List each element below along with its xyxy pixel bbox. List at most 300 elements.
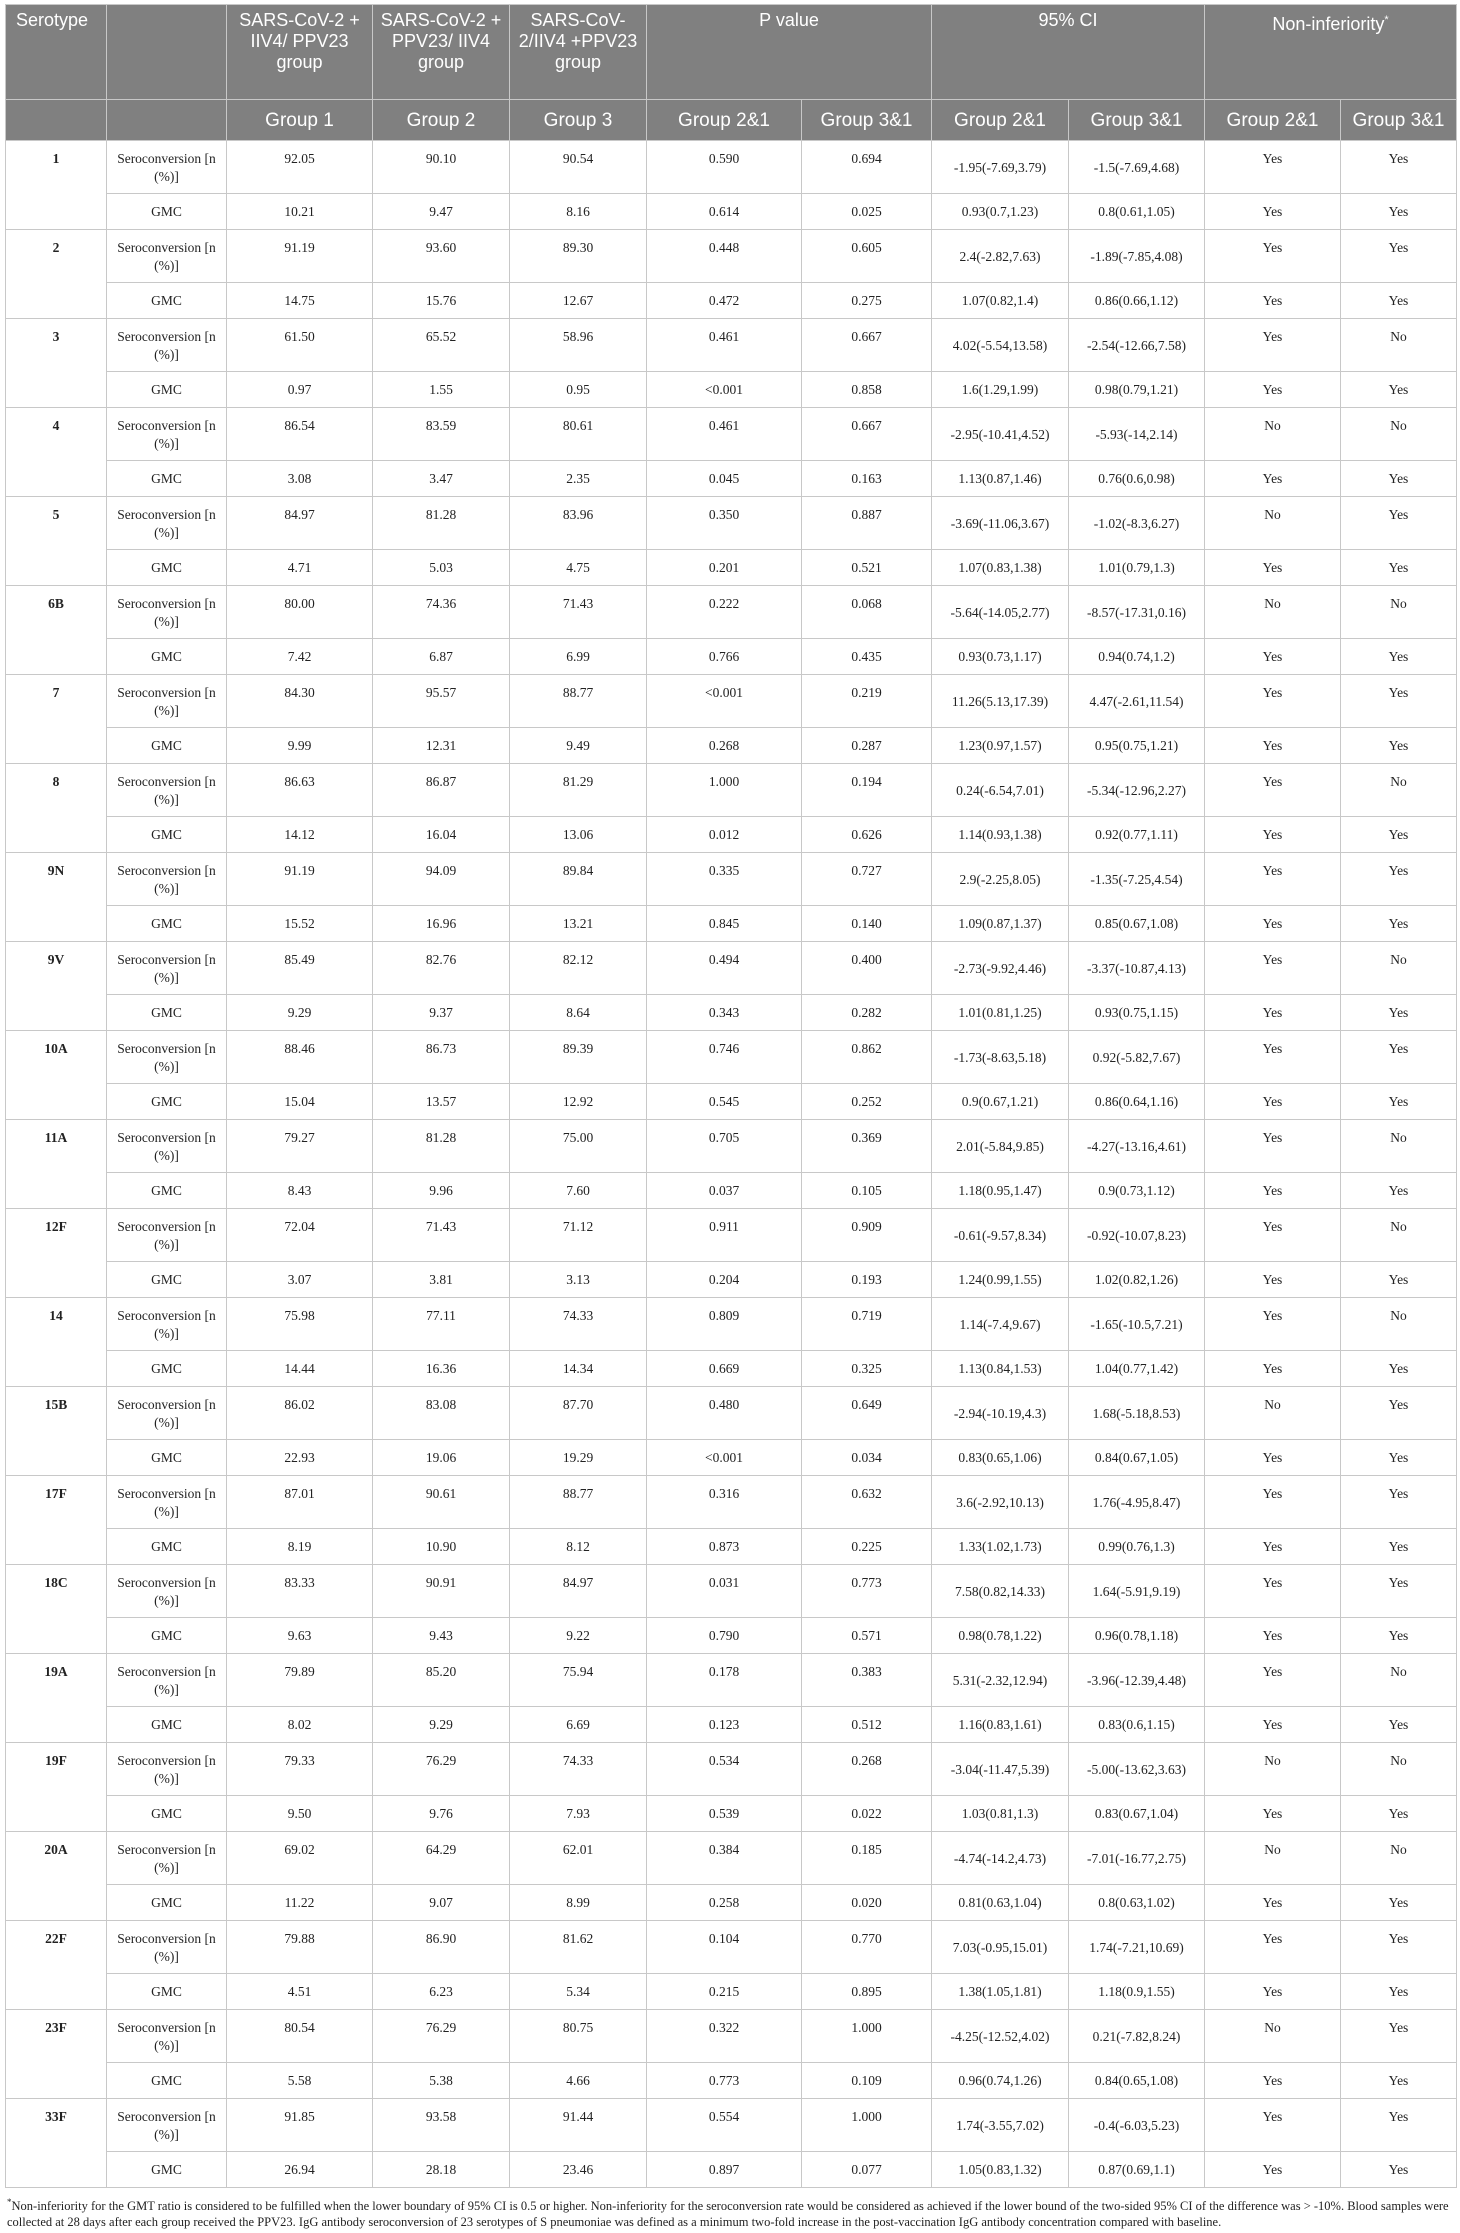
gmc-ci-group21: 1.24(0.99,1.55)	[932, 1262, 1069, 1298]
header-pvalue-group21: Group 2&1	[647, 100, 802, 141]
header-measure	[107, 5, 227, 100]
measure-gmc: GMC	[107, 1262, 227, 1298]
gmc-ci-group21: 0.93(0.73,1.17)	[932, 639, 1069, 675]
measure-gmc: GMC	[107, 1529, 227, 1565]
seroconversion-ci-group21: 11.26(5.13,17.39)	[932, 675, 1069, 728]
header-ci: 95% CI	[932, 5, 1205, 100]
gmc-group1: 8.02	[227, 1707, 373, 1743]
seroconversion-group1: 84.30	[227, 675, 373, 728]
seroconversion-noninf-group31: No	[1341, 764, 1457, 817]
seroconversion-noninf-group21: Yes	[1205, 1298, 1341, 1351]
gmc-pvalue-group31: 0.325	[802, 1351, 932, 1387]
header-group2-title: SARS-CoV-2 + PPV23/ IIV4 group	[373, 5, 510, 100]
measure-gmc: GMC	[107, 1351, 227, 1387]
seroconversion-ci-group31: -1.02(-8.3,6.27)	[1069, 497, 1205, 550]
gmc-group3: 9.22	[510, 1618, 647, 1654]
seroconversion-ci-group31: 1.74(-7.21,10.69)	[1069, 1921, 1205, 1974]
gmc-ci-group31: 0.96(0.78,1.18)	[1069, 1618, 1205, 1654]
table-row	[6, 1832, 1457, 1885]
table-row	[6, 1654, 1457, 1707]
serotype-cell: 4	[6, 408, 107, 497]
gmc-group2: 12.31	[373, 728, 510, 764]
measure-seroconversion: Seroconversion [n (%)]	[107, 319, 227, 372]
gmc-noninf-group21: Yes	[1205, 372, 1341, 408]
gmc-pvalue-group21: 0.258	[647, 1885, 802, 1921]
measure-seroconversion: Seroconversion [n (%)]	[107, 675, 227, 728]
serotype-cell: 3	[6, 319, 107, 408]
gmc-ci-group31: 0.8(0.61,1.05)	[1069, 194, 1205, 230]
gmc-group3: 4.66	[510, 2063, 647, 2099]
gmc-noninf-group21: Yes	[1205, 995, 1341, 1031]
gmc-pvalue-group21: 0.845	[647, 906, 802, 942]
seroconversion-pvalue-group31: 0.694	[802, 141, 932, 194]
measure-gmc: GMC	[107, 194, 227, 230]
serotype-cell: 5	[6, 497, 107, 586]
measure-seroconversion: Seroconversion [n (%)]	[107, 1298, 227, 1351]
serotype-cell: 22F	[6, 1921, 107, 2010]
seroconversion-noninf-group31: Yes	[1341, 141, 1457, 194]
gmc-ci-group21: 0.9(0.67,1.21)	[932, 1084, 1069, 1120]
table-row	[6, 230, 1457, 283]
gmc-pvalue-group31: 0.626	[802, 817, 932, 853]
table-row	[6, 1707, 1457, 1743]
gmc-noninf-group31: Yes	[1341, 906, 1457, 942]
gmc-group3: 8.12	[510, 1529, 647, 1565]
footnote-mark: *	[7, 2197, 12, 2207]
gmc-pvalue-group31: 0.858	[802, 372, 932, 408]
gmc-ci-group31: 0.86(0.66,1.12)	[1069, 283, 1205, 319]
gmc-pvalue-group31: 0.163	[802, 461, 932, 497]
gmc-ci-group31: 0.86(0.64,1.16)	[1069, 1084, 1205, 1120]
gmc-pvalue-group31: 0.521	[802, 550, 932, 586]
measure-seroconversion: Seroconversion [n (%)]	[107, 1387, 227, 1440]
seroconversion-group1: 88.46	[227, 1031, 373, 1084]
seroconversion-group2: 83.08	[373, 1387, 510, 1440]
table-row	[6, 1120, 1457, 1173]
gmc-group3: 19.29	[510, 1440, 647, 1476]
seroconversion-ci-group31: 0.21(-7.82,8.24)	[1069, 2010, 1205, 2063]
gmc-ci-group21: 1.16(0.83,1.61)	[932, 1707, 1069, 1743]
seroconversion-pvalue-group21: 0.911	[647, 1209, 802, 1262]
gmc-noninf-group31: Yes	[1341, 1707, 1457, 1743]
gmc-noninf-group31: Yes	[1341, 283, 1457, 319]
table-row	[6, 906, 1457, 942]
measure-gmc: GMC	[107, 995, 227, 1031]
gmc-group2: 9.96	[373, 1173, 510, 1209]
seroconversion-group3: 74.33	[510, 1743, 647, 1796]
seroconversion-group2: 90.10	[373, 141, 510, 194]
gmc-group2: 9.76	[373, 1796, 510, 1832]
gmc-ci-group31: 1.01(0.79,1.3)	[1069, 550, 1205, 586]
gmc-group2: 3.81	[373, 1262, 510, 1298]
table-row	[6, 728, 1457, 764]
seroconversion-ci-group21: 2.4(-2.82,7.63)	[932, 230, 1069, 283]
serotype-cell: 19F	[6, 1743, 107, 1832]
table-row	[6, 1031, 1457, 1084]
gmc-noninf-group31: Yes	[1341, 1262, 1457, 1298]
gmc-pvalue-group21: 0.472	[647, 283, 802, 319]
measure-seroconversion: Seroconversion [n (%)]	[107, 1476, 227, 1529]
seroconversion-ci-group31: -1.89(-7.85,4.08)	[1069, 230, 1205, 283]
gmc-group1: 3.07	[227, 1262, 373, 1298]
gmc-pvalue-group31: 0.435	[802, 639, 932, 675]
seroconversion-pvalue-group21: 0.534	[647, 1743, 802, 1796]
seroconversion-group2: 81.28	[373, 1120, 510, 1173]
seroconversion-ci-group31: -5.93(-14,2.14)	[1069, 408, 1205, 461]
seroconversion-group3: 62.01	[510, 1832, 647, 1885]
table-row	[6, 1476, 1457, 1529]
seroconversion-noninf-group21: Yes	[1205, 1209, 1341, 1262]
seroconversion-pvalue-group31: 0.605	[802, 230, 932, 283]
gmc-group3: 4.75	[510, 550, 647, 586]
seroconversion-ci-group21: -3.04(-11.47,5.39)	[932, 1743, 1069, 1796]
gmc-group1: 15.52	[227, 906, 373, 942]
seroconversion-pvalue-group31: 0.649	[802, 1387, 932, 1440]
gmc-ci-group31: 0.8(0.63,1.02)	[1069, 1885, 1205, 1921]
seroconversion-noninf-group21: No	[1205, 2010, 1341, 2063]
seroconversion-pvalue-group21: 0.350	[647, 497, 802, 550]
gmc-noninf-group31: Yes	[1341, 1529, 1457, 1565]
seroconversion-group2: 81.28	[373, 497, 510, 550]
seroconversion-group3: 88.77	[510, 1476, 647, 1529]
header-group1: Group 1	[227, 100, 373, 141]
gmc-noninf-group21: Yes	[1205, 1173, 1341, 1209]
seroconversion-group2: 74.36	[373, 586, 510, 639]
seroconversion-noninf-group31: Yes	[1341, 853, 1457, 906]
table-row	[6, 550, 1457, 586]
measure-gmc: GMC	[107, 372, 227, 408]
gmc-ci-group31: 0.76(0.6,0.98)	[1069, 461, 1205, 497]
seroconversion-noninf-group21: No	[1205, 408, 1341, 461]
gmc-noninf-group31: Yes	[1341, 1885, 1457, 1921]
gmc-noninf-group31: Yes	[1341, 1173, 1457, 1209]
gmc-ci-group21: 1.6(1.29,1.99)	[932, 372, 1069, 408]
header-ni-group21: Group 2&1	[1205, 100, 1341, 141]
table-row	[6, 995, 1457, 1031]
measure-seroconversion: Seroconversion [n (%)]	[107, 942, 227, 995]
seroconversion-noninf-group31: Yes	[1341, 1565, 1457, 1618]
table-row	[6, 675, 1457, 728]
seroconversion-group2: 82.76	[373, 942, 510, 995]
gmc-noninf-group31: Yes	[1341, 1618, 1457, 1654]
seroconversion-noninf-group31: No	[1341, 1120, 1457, 1173]
seroconversion-group3: 88.77	[510, 675, 647, 728]
gmc-noninf-group21: Yes	[1205, 550, 1341, 586]
seroconversion-group3: 71.12	[510, 1209, 647, 1262]
gmc-group1: 14.12	[227, 817, 373, 853]
header-ni-group31: Group 3&1	[1341, 100, 1457, 141]
gmc-pvalue-group21: 0.215	[647, 1974, 802, 2010]
table-row	[6, 1173, 1457, 1209]
seroconversion-pvalue-group31: 0.667	[802, 319, 932, 372]
seroconversion-pvalue-group21: 0.031	[647, 1565, 802, 1618]
seroconversion-group1: 86.63	[227, 764, 373, 817]
seroconversion-group2: 95.57	[373, 675, 510, 728]
header-noninferiority-mark: *	[1384, 14, 1389, 26]
serotype-cell: 19A	[6, 1654, 107, 1743]
gmc-pvalue-group21: 0.123	[647, 1707, 802, 1743]
table-row	[6, 1351, 1457, 1387]
gmc-group1: 5.58	[227, 2063, 373, 2099]
gmc-pvalue-group31: 0.895	[802, 1974, 932, 2010]
seroconversion-pvalue-group31: 0.770	[802, 1921, 932, 1974]
table-row	[6, 461, 1457, 497]
gmc-noninf-group21: Yes	[1205, 1618, 1341, 1654]
gmc-pvalue-group21: 0.614	[647, 194, 802, 230]
gmc-group1: 22.93	[227, 1440, 373, 1476]
measure-seroconversion: Seroconversion [n (%)]	[107, 1031, 227, 1084]
gmc-group1: 9.99	[227, 728, 373, 764]
seroconversion-group2: 71.43	[373, 1209, 510, 1262]
gmc-ci-group31: 0.83(0.67,1.04)	[1069, 1796, 1205, 1832]
gmc-ci-group31: 0.85(0.67,1.08)	[1069, 906, 1205, 942]
seroconversion-group1: 69.02	[227, 1832, 373, 1885]
gmc-noninf-group31: Yes	[1341, 817, 1457, 853]
seroconversion-group3: 81.29	[510, 764, 647, 817]
seroconversion-ci-group21: -2.73(-9.92,4.46)	[932, 942, 1069, 995]
serotype-cell: 23F	[6, 2010, 107, 2099]
table-row	[6, 1618, 1457, 1654]
seroconversion-ci-group31: -1.35(-7.25,4.54)	[1069, 853, 1205, 906]
seroconversion-group3: 89.84	[510, 853, 647, 906]
seroconversion-group2: 64.29	[373, 1832, 510, 1885]
gmc-noninf-group21: Yes	[1205, 906, 1341, 942]
measure-seroconversion: Seroconversion [n (%)]	[107, 1921, 227, 1974]
gmc-noninf-group21: Yes	[1205, 2152, 1341, 2188]
gmc-pvalue-group21: 0.669	[647, 1351, 802, 1387]
seroconversion-group3: 89.30	[510, 230, 647, 283]
seroconversion-group3: 81.62	[510, 1921, 647, 1974]
measure-seroconversion: Seroconversion [n (%)]	[107, 1120, 227, 1173]
serotype-cell: 1	[6, 141, 107, 230]
seroconversion-pvalue-group31: 0.369	[802, 1120, 932, 1173]
seroconversion-group1: 61.50	[227, 319, 373, 372]
gmc-group2: 15.76	[373, 283, 510, 319]
seroconversion-group1: 86.54	[227, 408, 373, 461]
seroconversion-pvalue-group21: 0.809	[647, 1298, 802, 1351]
gmc-group1: 15.04	[227, 1084, 373, 1120]
gmc-noninf-group31: Yes	[1341, 1440, 1457, 1476]
measure-seroconversion: Seroconversion [n (%)]	[107, 1209, 227, 1262]
measure-seroconversion: Seroconversion [n (%)]	[107, 230, 227, 283]
seroconversion-ci-group31: 4.47(-2.61,11.54)	[1069, 675, 1205, 728]
table-row	[6, 2152, 1457, 2188]
seroconversion-group1: 79.88	[227, 1921, 373, 1974]
gmc-group2: 6.23	[373, 1974, 510, 2010]
measure-gmc: GMC	[107, 728, 227, 764]
table-row	[6, 1885, 1457, 1921]
footnote	[5, 2194, 1456, 2230]
measure-seroconversion: Seroconversion [n (%)]	[107, 586, 227, 639]
serotype-cell: 9V	[6, 942, 107, 1031]
measure-seroconversion: Seroconversion [n (%)]	[107, 1565, 227, 1618]
measure-gmc: GMC	[107, 1618, 227, 1654]
measure-gmc: GMC	[107, 283, 227, 319]
seroconversion-group1: 87.01	[227, 1476, 373, 1529]
seroconversion-group1: 79.89	[227, 1654, 373, 1707]
gmc-ci-group31: 1.18(0.9,1.55)	[1069, 1974, 1205, 2010]
gmc-pvalue-group31: 0.105	[802, 1173, 932, 1209]
seroconversion-noninf-group21: Yes	[1205, 319, 1341, 372]
gmc-noninf-group31: Yes	[1341, 461, 1457, 497]
gmc-ci-group21: 1.09(0.87,1.37)	[932, 906, 1069, 942]
gmc-pvalue-group21: 0.037	[647, 1173, 802, 1209]
measure-gmc: GMC	[107, 1084, 227, 1120]
seroconversion-noninf-group21: Yes	[1205, 2099, 1341, 2152]
seroconversion-noninf-group21: No	[1205, 1832, 1341, 1885]
serotype-cell: 17F	[6, 1476, 107, 1565]
gmc-noninf-group21: Yes	[1205, 1351, 1341, 1387]
table-row	[6, 1529, 1457, 1565]
seroconversion-group1: 86.02	[227, 1387, 373, 1440]
seroconversion-noninf-group21: Yes	[1205, 141, 1341, 194]
seroconversion-ci-group31: -0.4(-6.03,5.23)	[1069, 2099, 1205, 2152]
gmc-ci-group31: 0.83(0.6,1.15)	[1069, 1707, 1205, 1743]
measure-gmc: GMC	[107, 1440, 227, 1476]
measure-gmc: GMC	[107, 1707, 227, 1743]
gmc-group3: 2.35	[510, 461, 647, 497]
gmc-group2: 5.03	[373, 550, 510, 586]
seroconversion-noninf-group31: Yes	[1341, 2099, 1457, 2152]
seroconversion-noninf-group21: No	[1205, 586, 1341, 639]
gmc-group3: 23.46	[510, 2152, 647, 2188]
seroconversion-noninf-group21: No	[1205, 1743, 1341, 1796]
gmc-group3: 13.21	[510, 906, 647, 942]
seroconversion-noninf-group31: No	[1341, 408, 1457, 461]
seroconversion-group3: 82.12	[510, 942, 647, 995]
seroconversion-group1: 91.19	[227, 230, 373, 283]
gmc-noninf-group31: Yes	[1341, 728, 1457, 764]
gmc-pvalue-group21: 0.539	[647, 1796, 802, 1832]
gmc-group2: 9.47	[373, 194, 510, 230]
gmc-ci-group31: 1.04(0.77,1.42)	[1069, 1351, 1205, 1387]
gmc-group1: 14.44	[227, 1351, 373, 1387]
gmc-noninf-group31: Yes	[1341, 2152, 1457, 2188]
header-blank-2	[107, 100, 227, 141]
gmc-pvalue-group31: 0.020	[802, 1885, 932, 1921]
gmc-group2: 9.29	[373, 1707, 510, 1743]
gmc-group1: 7.42	[227, 639, 373, 675]
gmc-noninf-group31: Yes	[1341, 1974, 1457, 2010]
table-row	[6, 141, 1457, 194]
gmc-group3: 12.92	[510, 1084, 647, 1120]
seroconversion-noninf-group21: Yes	[1205, 942, 1341, 995]
measure-gmc: GMC	[107, 1173, 227, 1209]
seroconversion-pvalue-group31: 0.887	[802, 497, 932, 550]
table-row	[6, 1084, 1457, 1120]
seroconversion-group1: 80.00	[227, 586, 373, 639]
seroconversion-group1: 91.85	[227, 2099, 373, 2152]
seroconversion-ci-group21: 1.74(-3.55,7.02)	[932, 2099, 1069, 2152]
table-body	[6, 141, 1457, 2188]
seroconversion-group3: 91.44	[510, 2099, 647, 2152]
gmc-pvalue-group21: 0.045	[647, 461, 802, 497]
seroconversion-group3: 75.00	[510, 1120, 647, 1173]
seroconversion-ci-group31: 1.68(-5.18,8.53)	[1069, 1387, 1205, 1440]
gmc-group3: 6.69	[510, 1707, 647, 1743]
seroconversion-group2: 85.20	[373, 1654, 510, 1707]
gmc-group2: 9.43	[373, 1618, 510, 1654]
measure-seroconversion: Seroconversion [n (%)]	[107, 764, 227, 817]
table-row	[6, 2010, 1457, 2063]
gmc-noninf-group21: Yes	[1205, 461, 1341, 497]
measure-seroconversion: Seroconversion [n (%)]	[107, 853, 227, 906]
page	[5, 4, 1456, 2230]
seroconversion-group1: 79.27	[227, 1120, 373, 1173]
gmc-group3: 8.16	[510, 194, 647, 230]
gmc-group2: 1.55	[373, 372, 510, 408]
seroconversion-pvalue-group21: 0.746	[647, 1031, 802, 1084]
table-row	[6, 408, 1457, 461]
seroconversion-group3: 80.75	[510, 2010, 647, 2063]
table-row	[6, 2099, 1457, 2152]
gmc-group3: 0.95	[510, 372, 647, 408]
gmc-ci-group31: 0.95(0.75,1.21)	[1069, 728, 1205, 764]
gmc-group1: 4.51	[227, 1974, 373, 2010]
seroconversion-pvalue-group31: 0.068	[802, 586, 932, 639]
gmc-noninf-group21: Yes	[1205, 283, 1341, 319]
measure-seroconversion: Seroconversion [n (%)]	[107, 2010, 227, 2063]
seroconversion-ci-group31: -0.92(-10.07,8.23)	[1069, 1209, 1205, 1262]
measure-seroconversion: Seroconversion [n (%)]	[107, 2099, 227, 2152]
seroconversion-ci-group21: 2.9(-2.25,8.05)	[932, 853, 1069, 906]
header-noninferiority-label: Non-inferiority	[1272, 14, 1385, 34]
gmc-noninf-group21: Yes	[1205, 1974, 1341, 2010]
gmc-group2: 3.47	[373, 461, 510, 497]
gmc-group1: 8.43	[227, 1173, 373, 1209]
measure-seroconversion: Seroconversion [n (%)]	[107, 1832, 227, 1885]
seroconversion-ci-group21: -1.73(-8.63,5.18)	[932, 1031, 1069, 1084]
gmc-pvalue-group31: 0.140	[802, 906, 932, 942]
seroconversion-group3: 90.54	[510, 141, 647, 194]
seroconversion-noninf-group21: Yes	[1205, 1120, 1341, 1173]
seroconversion-ci-group21: 7.03(-0.95,15.01)	[932, 1921, 1069, 1974]
seroconversion-noninf-group21: Yes	[1205, 853, 1341, 906]
seroconversion-pvalue-group31: 0.194	[802, 764, 932, 817]
gmc-pvalue-group21: 0.201	[647, 550, 802, 586]
gmc-pvalue-group21: <0.001	[647, 1440, 802, 1476]
seroconversion-group2: 93.58	[373, 2099, 510, 2152]
seroconversion-noninf-group31: No	[1341, 942, 1457, 995]
gmc-group3: 6.99	[510, 639, 647, 675]
gmc-pvalue-group21: 0.545	[647, 1084, 802, 1120]
gmc-group1: 9.50	[227, 1796, 373, 1832]
seroconversion-ci-group21: 5.31(-2.32,12.94)	[932, 1654, 1069, 1707]
table-row	[6, 372, 1457, 408]
measure-seroconversion: Seroconversion [n (%)]	[107, 497, 227, 550]
gmc-group3: 12.67	[510, 283, 647, 319]
seroconversion-ci-group21: -0.61(-9.57,8.34)	[932, 1209, 1069, 1262]
seroconversion-noninf-group21: Yes	[1205, 1476, 1341, 1529]
gmc-group1: 0.97	[227, 372, 373, 408]
gmc-ci-group21: 0.83(0.65,1.06)	[932, 1440, 1069, 1476]
gmc-pvalue-group31: 0.571	[802, 1618, 932, 1654]
seroconversion-noninf-group21: No	[1205, 497, 1341, 550]
seroconversion-noninf-group31: Yes	[1341, 1031, 1457, 1084]
gmc-group1: 9.29	[227, 995, 373, 1031]
gmc-ci-group31: 0.84(0.65,1.08)	[1069, 2063, 1205, 2099]
gmc-ci-group21: 0.93(0.7,1.23)	[932, 194, 1069, 230]
serotype-cell: 33F	[6, 2099, 107, 2188]
gmc-pvalue-group21: 0.012	[647, 817, 802, 853]
seroconversion-pvalue-group21: 0.590	[647, 141, 802, 194]
serotype-cell: 12F	[6, 1209, 107, 1298]
seroconversion-pvalue-group21: 0.705	[647, 1120, 802, 1173]
measure-seroconversion: Seroconversion [n (%)]	[107, 141, 227, 194]
gmc-ci-group31: 0.94(0.74,1.2)	[1069, 639, 1205, 675]
gmc-noninf-group21: Yes	[1205, 2063, 1341, 2099]
table-row	[6, 1921, 1457, 1974]
